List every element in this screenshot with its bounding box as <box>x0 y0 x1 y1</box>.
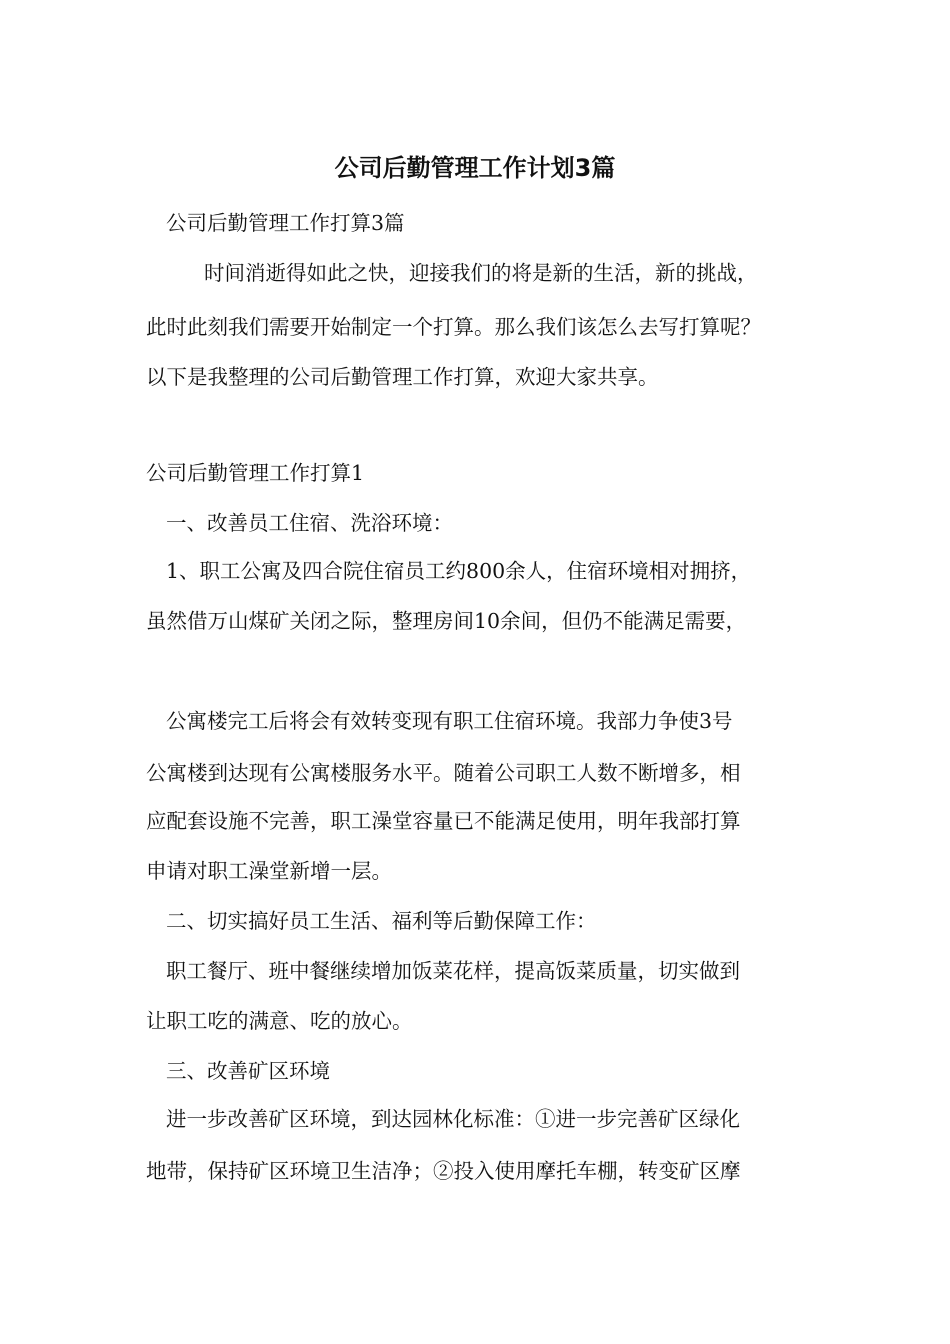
paragraph-line: 此时此刻我们需要开始制定一个打算。那么我们该怎么去写打算呢？ <box>146 315 761 339</box>
subsection-heading: 二、切实搞好员工生活、福利等后勤保障工作： <box>166 909 597 933</box>
subsection-heading: 一、改善员工住宿、洗浴环境： <box>166 511 453 535</box>
paragraph-line: 虽然借万山煤矿关闭之际，整理房间10余间，但仍不能满足需要， <box>146 609 747 633</box>
document-title: 公司后勤管理工作计划3篇 <box>334 154 616 182</box>
paragraph-line: 进一步改善矿区环境，到达园林化标准：①进一步完善矿区绿化 <box>166 1107 740 1131</box>
paragraph-line: 职工餐厅、班中餐继续增加饭菜花样，提高饭菜质量，切实做到 <box>166 959 740 983</box>
paragraph-line: 让职工吃的满意、吃的放心。 <box>146 1009 413 1033</box>
section-heading: 公司后勤管理工作打算1 <box>146 461 365 485</box>
paragraph-line: 公寓楼到达现有公寓楼服务水平。随着公司职工人数不断增多，相 <box>146 761 741 785</box>
paragraph-line: 以下是我整理的公司后勤管理工作打算，欢迎大家共享。 <box>146 365 659 389</box>
paragraph-line: 1、职工公寓及四合院住宿员工约800余人，住宿环境相对拥挤， <box>166 559 752 583</box>
subtitle-line: 公司后勤管理工作打算3篇 <box>166 211 405 235</box>
paragraph-line: 时间消逝得如此之快，迎接我们的将是新的生活，新的挑战， <box>204 261 758 285</box>
subsection-heading: 三、改善矿区环境 <box>166 1059 330 1083</box>
paragraph-line: 公寓楼完工后将会有效转变现有职工住宿环境。我部力争使3号 <box>166 709 733 733</box>
paragraph-line: 申请对职工澡堂新增一层。 <box>146 859 392 883</box>
paragraph-line: 应配套设施不完善，职工澡堂容量已不能满足使用，明年我部打算 <box>146 809 741 833</box>
paragraph-line: 地带，保持矿区环境卫生洁净；②投入使用摩托车棚，转变矿区摩 <box>146 1159 741 1183</box>
